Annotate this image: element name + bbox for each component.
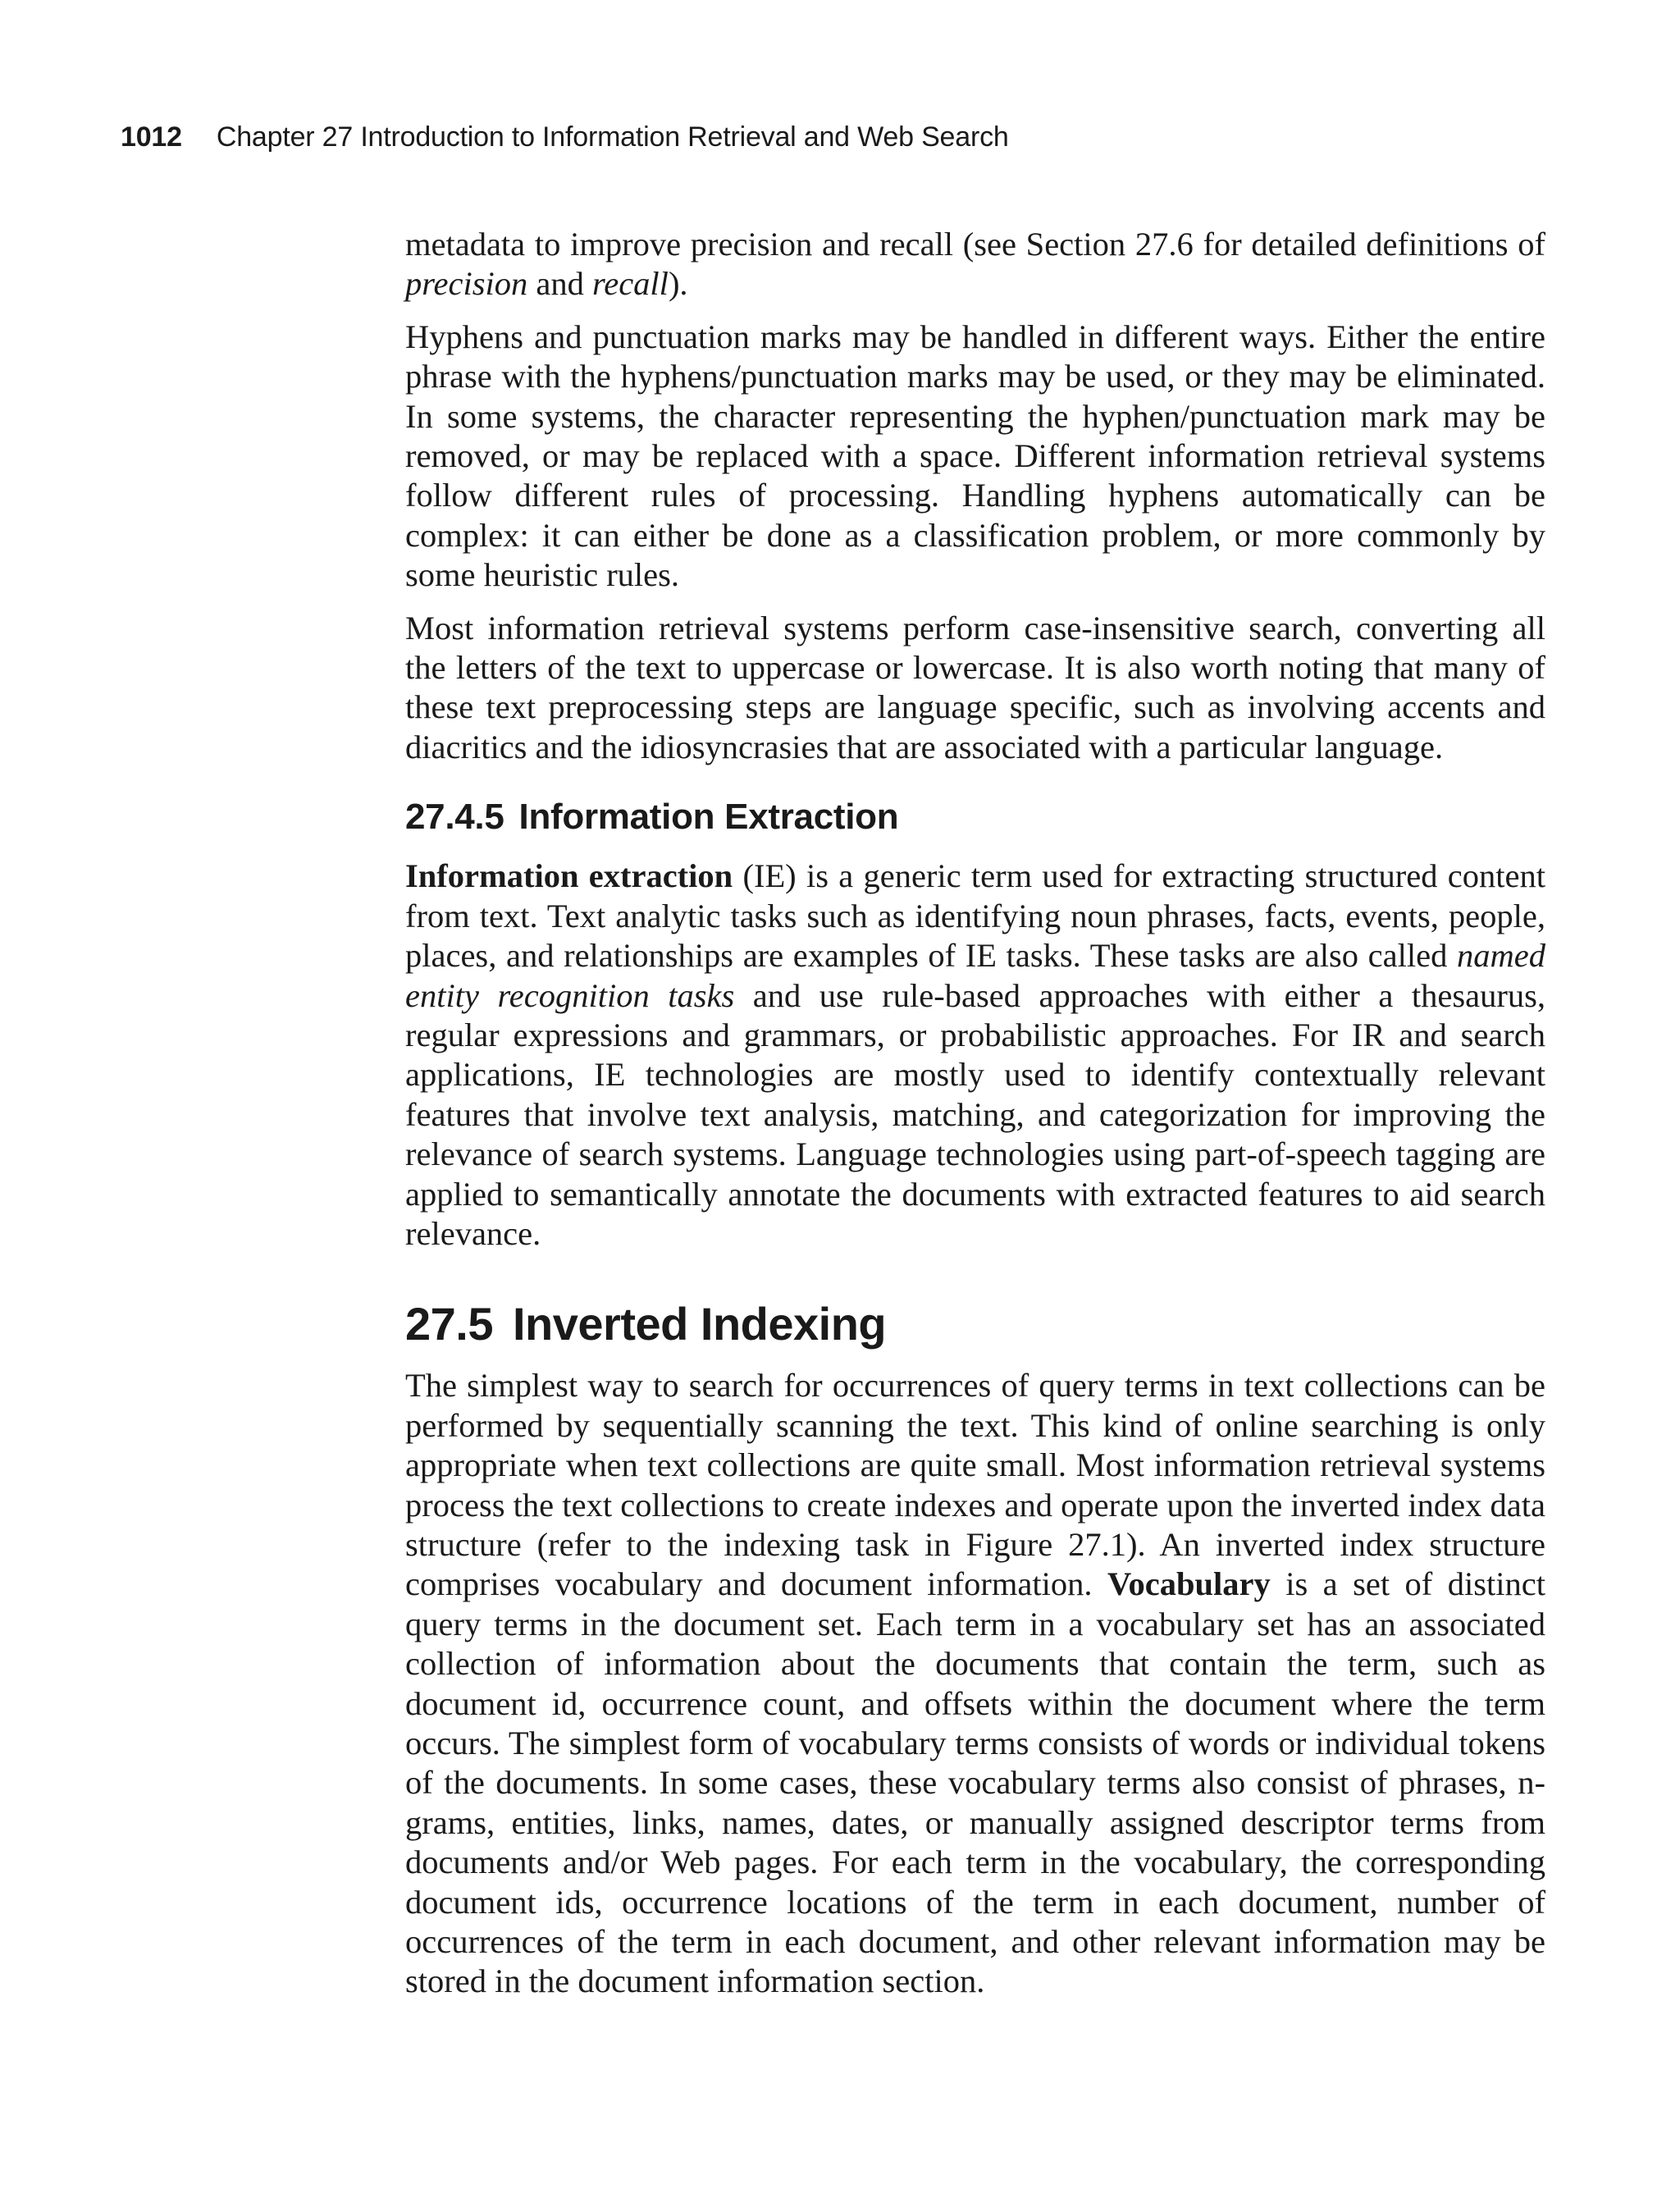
paragraph-text: (IE) is a generic term used for extracting structured content from text. Text analytic tasks such as identifying noun phrases, facts, events, people, places, and relationships are examples of IE tasks. These tasks are also called — [405, 857, 1545, 975]
italic-term-precision: precision — [405, 265, 528, 303]
paragraph-case-insensitive: Most information retrieval systems perform case-insensitive search, converting all the letters of the text to uppercase or lowercase. It is also worth noting that many of these text preprocessing steps are language specific, such as involving accents and diacritics and the idiosyncrasies that are associated with a particular language. — [405, 609, 1545, 765]
running-title: Chapter 27 Introduction to Information Retrieval and Web Search — [216, 121, 1009, 153]
paragraph-text: and — [527, 265, 592, 303]
italic-term-named-entity-recognition: named entity recognition tasks — [405, 937, 1545, 1014]
bold-term-information-extraction: Information extraction — [405, 857, 733, 895]
section-number: 27.5 — [405, 1298, 493, 1350]
subsection-heading — [405, 794, 1545, 840]
page-number: 1012 — [121, 121, 182, 153]
paragraph-text: and use rule-based approaches with either a thesaurus, regular expressions and grammars, or probabilistic approaches. For IR and search applications, IE technologies are mostly used to identify contextually relevant features that involve text analysis, matching, and categorization for improving the relevance of search systems. Language technologies using part-of-speech tagging are applied to semantically annotate the documents with extracted features to aid search relevance. — [405, 976, 1545, 1252]
body-column — [405, 225, 1545, 2015]
italic-term-recall: recall — [591, 265, 669, 303]
paragraph-metadata-precision — [405, 225, 1545, 304]
section-heading — [405, 1296, 1545, 1352]
paragraph-hyphens: Hyphens and punctuation marks may be handled in different ways. Either the entire phrase with the hyphens/punctuation marks may be used, or they may be eliminated. In some systems, the character representing the hyphen/punctuation mark may be removed, or may be replaced with a space. Different information retrieval systems follow different rules of processing. Handling hyphens automatically can be complex: it can either be done as a classification problem, or more commonly by some heuristic rules. — [405, 318, 1545, 594]
paragraph-text: is a set of distinct query terms in the document set. Each term in a vocabulary set has an associated collection of information about the documents that contain the term, such as document id, occurrence count, and offsets within the document where the term occurs. The simplest form of vocabulary terms consists of words or individual tokens of the documents. In some cases, these vocabulary terms also consist of phrases, n-grams, entities, links, names, dates, or manually assigned descriptor terms from documents and/or Web pages. For each term in the vocabulary, the corresponding document ids, occurrence locations of the term in each document, number of occurrences of the term in each document, and other relevant information may be stored in the document information section. — [405, 1565, 1545, 2000]
paragraph-text: The simplest way to search for occurrences of query terms in text collections can be performed by sequentially scanning the text. This kind of online searching is only appropriate when text collections are quite small. Most information retrieval systems process the text collections to create indexes and operate upon the inverted index data structure (refer to the indexing task in Figure 27.1). An inverted index structure comprises vocabulary and document information. — [405, 1367, 1545, 1603]
bold-term-vocabulary: Vocabulary — [1107, 1565, 1271, 1603]
paragraph-text: metadata to improve precision and recall (see Section 27.6 for detailed definitions of — [405, 226, 1545, 263]
subsection-number: 27.4.5 — [405, 797, 504, 838]
paragraph-text: ). — [668, 265, 688, 303]
subsection-title: Information Extraction — [518, 797, 899, 838]
section-title: Inverted Indexing — [513, 1298, 887, 1350]
paragraph-information-extraction — [405, 857, 1545, 1254]
paragraph-inverted-indexing — [405, 1366, 1545, 2002]
running-head — [121, 117, 1009, 157]
